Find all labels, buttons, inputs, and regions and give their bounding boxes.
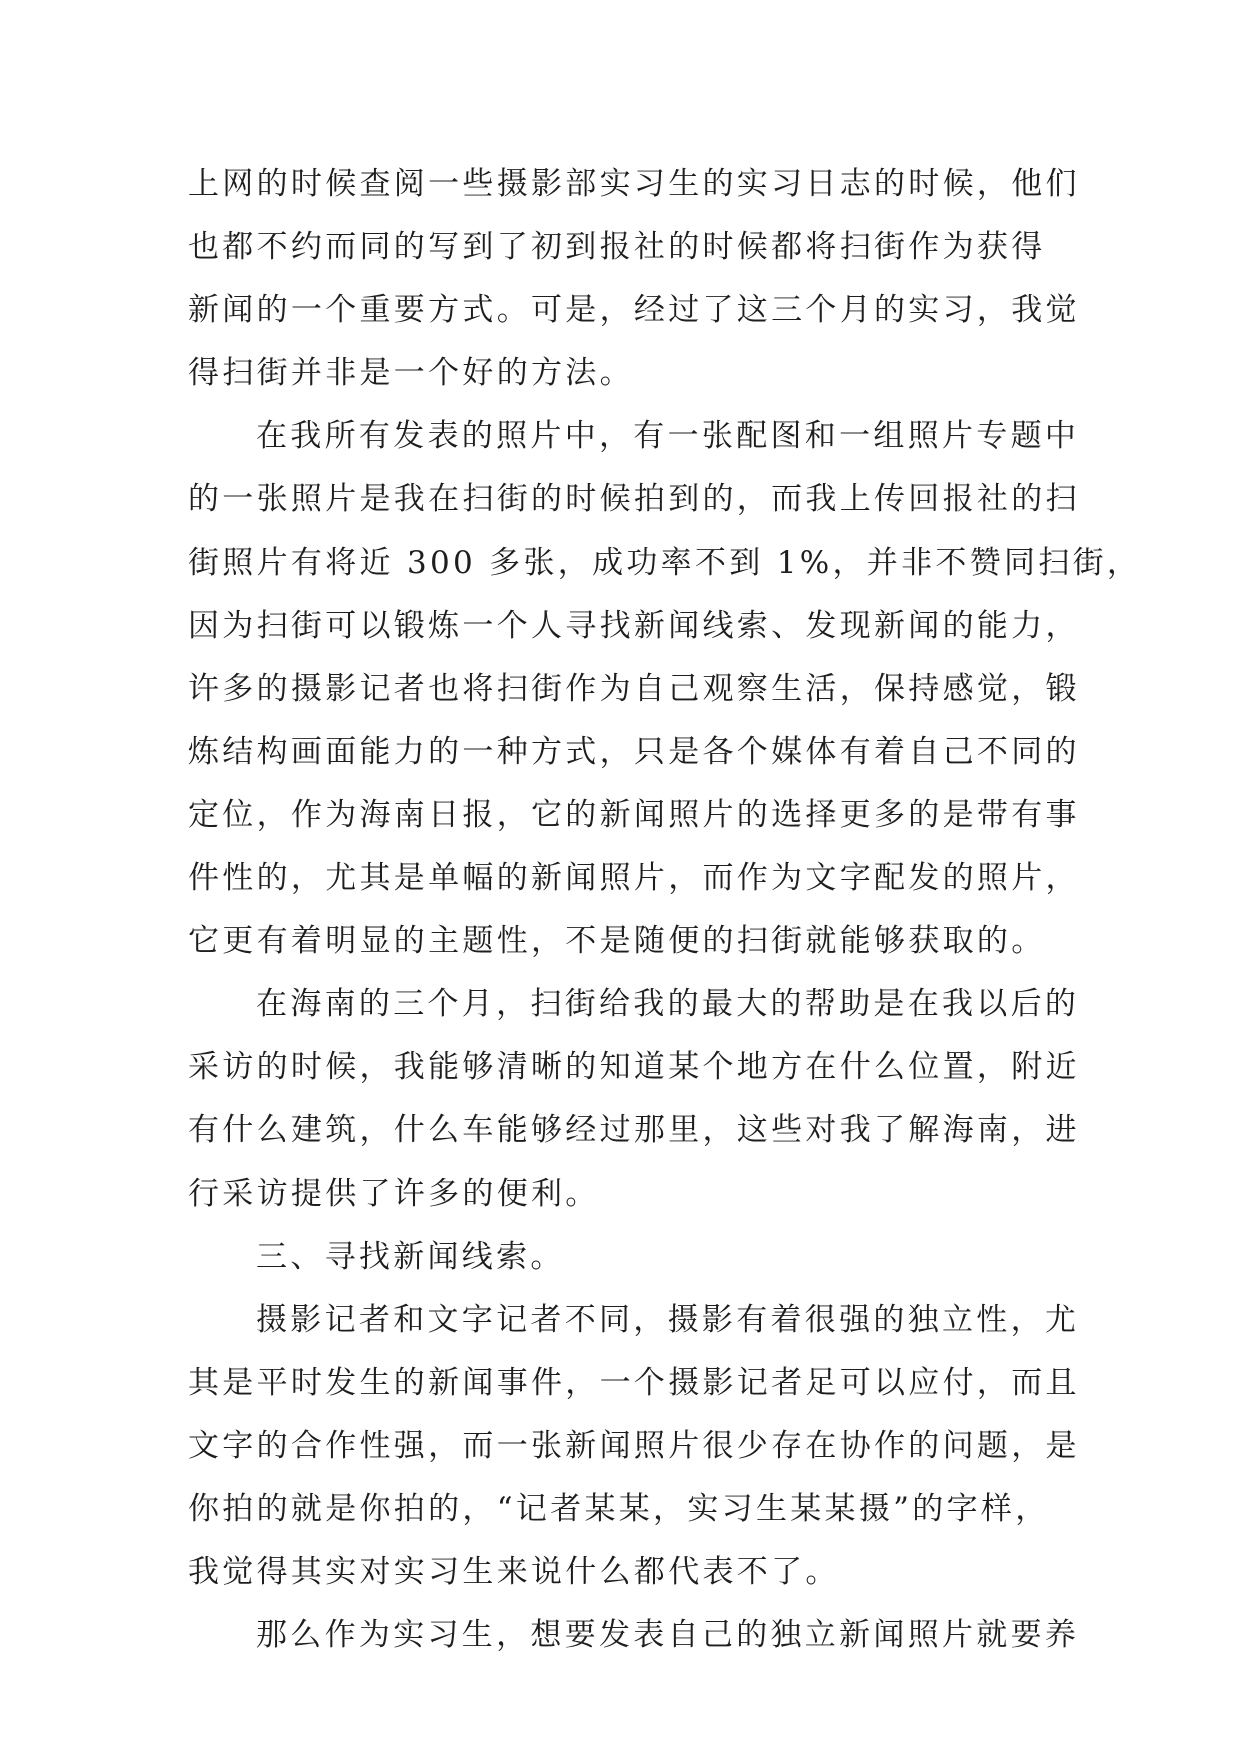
text-line: 有什么建筑，什么车能够经过那里，这些对我了解海南，进 (188, 1112, 1080, 1149)
text-line: 行采访提供了许多的便利。 (188, 1175, 600, 1212)
text-line: 它更有着明显的主题性，不是随便的扫街就能够获取的。 (188, 923, 1046, 960)
section-heading: 三、寻找新闻线索。 (256, 1238, 565, 1275)
text-line: 新闻的一个重要方式。可是，经过了这三个月的实习，我觉 (188, 292, 1080, 329)
text-line: 上网的时候查阅一些摄影部实习生的实习日志的时候，他们 (188, 166, 1080, 202)
text-line: 件性的，尤其是单幅的新闻照片，而作为文字配发的照片， (188, 860, 1080, 897)
text-line: 的一张照片是我在扫街的时候拍到的，而我上传回报社的扫 (188, 481, 1080, 518)
text-line: 文字的合作性强，而一张新闻照片很少存在协作的问题，是 (188, 1427, 1080, 1464)
paragraph-first-line: 在海南的三个月，扫街给我的最大的帮助是在我以后的 (256, 986, 1080, 1023)
paragraph-first-line: 在我所有发表的照片中，有一张配图和一组照片专题中 (256, 418, 1080, 455)
body-text (188, 153, 1142, 1667)
paragraph-first-line: 那么作为实习生，想要发表自己的独立新闻照片就要养 (256, 1617, 1080, 1654)
text-line: 你拍的就是你拍的，“记者某某，实习生某某摄”的字样， (188, 1490, 1050, 1527)
paragraph-first-line: 摄影记者和文字记者不同，摄影有着很强的独立性，尤 (256, 1301, 1080, 1338)
text-line: 许多的摄影记者也将扫街作为自己观察生活，保持感觉，锻 (188, 670, 1080, 707)
text-line: 炼结构画面能力的一种方式，只是各个媒体有着自己不同的 (188, 733, 1080, 770)
text-line: 采访的时候，我能够清晰的知道某个地方在什么位置，附近 (188, 1049, 1080, 1086)
text-line: 定位，作为海南日报，它的新闻照片的选择更多的是带有事 (188, 796, 1080, 833)
text-line: 街照片有将近 300 多张，成功率不到 1%，并非不赞同扫街， (188, 544, 1142, 581)
text-line: 因为扫街可以锻炼一个人寻找新闻线索、发现新闻的能力， (188, 607, 1080, 644)
text-line: 我觉得其实对实习生来说什么都代表不了。 (188, 1554, 840, 1591)
text-line: 得扫街并非是一个好的方法。 (188, 355, 634, 392)
text-line: 也都不约而同的写到了初到报社的时候都将扫街作为获得 (188, 229, 1046, 266)
text-line: 其是平时发生的新闻事件，一个摄影记者足可以应付，而且 (188, 1364, 1080, 1401)
